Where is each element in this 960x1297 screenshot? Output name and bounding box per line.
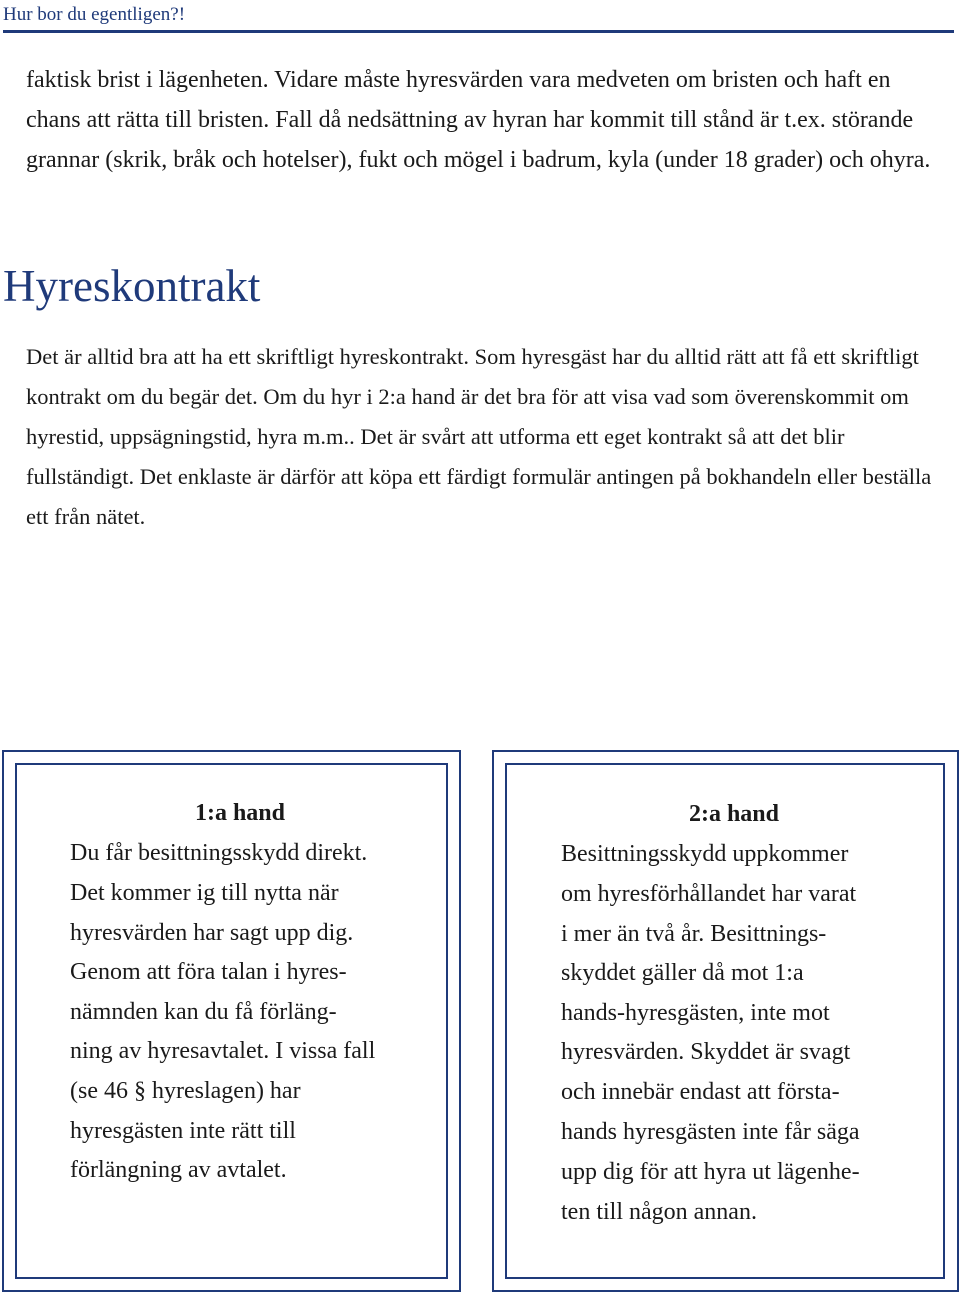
second-hand-line: hands hyresgästen inte får säga xyxy=(561,1119,860,1145)
second-hand-title: 2:a hand xyxy=(688,801,780,827)
first-hand-line: förlängning av avtalet. xyxy=(70,1157,287,1183)
second-hand-line: hands-hyresgästen, inte mot xyxy=(561,1000,830,1026)
first-hand-line: Det kommer ig till nytta när xyxy=(70,880,339,906)
second-hand-line: om hyresförhållandet har varat xyxy=(561,881,857,907)
first-hand-line: (se 46 § hyreslagen) har xyxy=(70,1078,301,1104)
running-header: Hur bor du egentligen?! xyxy=(3,4,186,25)
second-hand-line: upp dig för att hyra ut lägenhe- xyxy=(561,1159,860,1185)
first-hand-title: 1:a hand xyxy=(194,800,286,826)
second-hand-line: hyresvärden. Skyddet är svagt xyxy=(561,1039,851,1065)
first-hand-line: Du får besittningsskydd direkt. xyxy=(70,840,368,866)
second-hand-line: och innebär endast att första- xyxy=(561,1079,840,1105)
contract-paragraph: Det är alltid bra att ha ett skriftligt hyreskontrakt. Som hyresgäst har du alltid rätt att få ett skriftligt kontrakt om du begär det. Om du hyr i 2:a hand är det bra för att visa vad som överenskommit om hyrestid, uppsägningstid, hyra m.m.. Det är svårt att utforma ett eget kontrakt så att det blir fullständigt. Det enklaste är därför att köpa ett färdigt formulär antingen på bokhandeln eller beställa ett från nätet. xyxy=(26,344,932,529)
first-hand-line: hyresgästen inte rätt till xyxy=(70,1118,296,1144)
intro-paragraph: faktisk brist i lägenheten. Vidare måste hyresvärden vara medveten om bristen och haft en chans att rätta till bristen. Fall då nedsättning av hyran har kommit till stånd är t.ex. störande grannar (skrik, bråk och hotelser), fukt och mögel i badrum, kyla (under 18 grader) och ohyra. xyxy=(26,67,931,173)
header-rule xyxy=(3,30,954,33)
first-hand-line: Genom att föra talan i hyres- xyxy=(70,959,347,985)
second-hand-line: ten till någon annan. xyxy=(561,1199,757,1225)
second-hand-line: i mer än två år. Besittnings- xyxy=(561,921,827,947)
section-heading: Hyreskontrakt xyxy=(3,261,261,311)
first-hand-line: ning av hyresavtalet. I vissa fall xyxy=(70,1038,376,1064)
second-hand-line: skyddet gäller då mot 1:a xyxy=(561,960,804,986)
second-hand-line: Besittningsskydd uppkommer xyxy=(561,841,849,867)
first-hand-line: nämnden kan du få förläng- xyxy=(70,999,337,1025)
first-hand-line: hyresvärden har sagt upp dig. xyxy=(70,920,354,946)
